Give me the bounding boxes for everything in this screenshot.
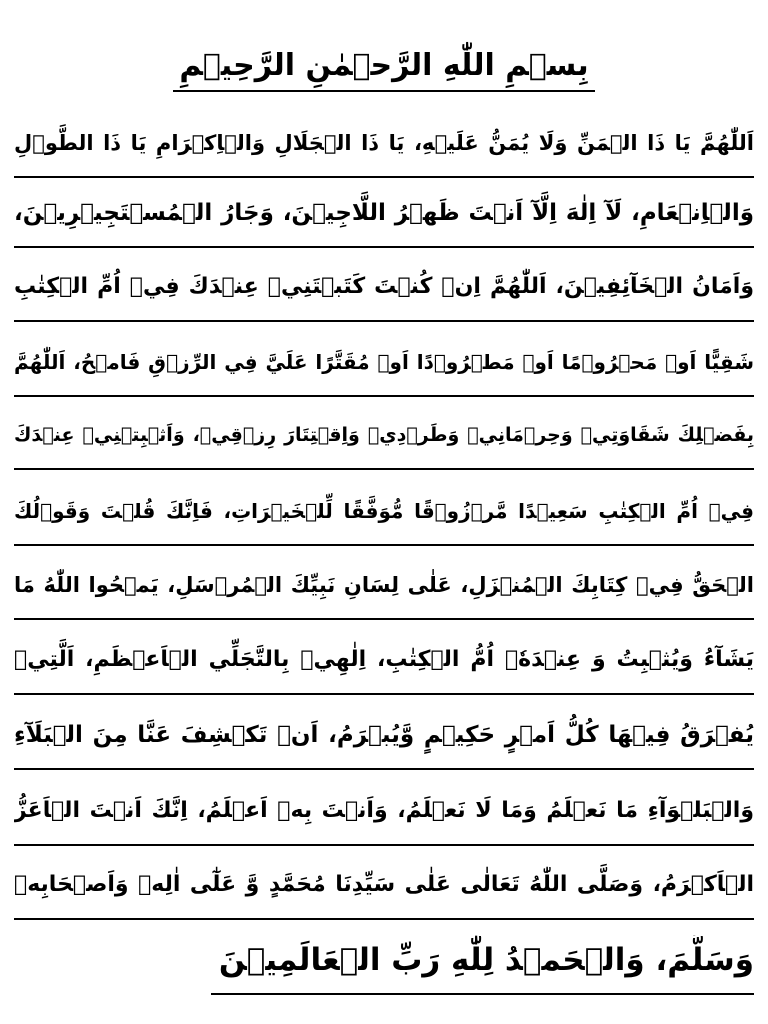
text-line-11: الۡاَكۡرَمُ، وَصَلَّى اللّٰهُ تَعَالٰى عَلٰى سَيِّدِنَا مُحَمَّدٍ وَّ عَلٰٓى اٰلِهٖ وَاَصۡحَابِهٖ bbox=[14, 860, 754, 920]
text-line-1: اَللّٰهُمَّ يَا ذَا الۡمَنِّ وَلَا يُمَنُّ عَلَيۡهِ، يَا ذَا الۡجَلَالِ وَالۡاِكۡرَامِ يَا ذَا الطَّوۡلِ bbox=[14, 118, 754, 178]
text-line-4: شَقِيًّا اَوۡ مَحۡرُوۡمًا اَوۡ مَطۡرُوۡدًا اَوۡ مُقَتَّرًا عَلَيَّ فِي الرِّزۡقِ فَامۡحُ، اَللّٰهُمَّ bbox=[14, 337, 754, 397]
text-line-5: بِفَضۡلِكَ شَقَاوَتِيۡ وَحِرۡمَانِيۡ وَطَرۡدِيۡ وَاِقۡتِتَارَ رِزۡقِيۡ، وَاَثۡبِتۡنِيۡ عِنۡدَكَ bbox=[14, 410, 754, 470]
text-line-8: يَشَآءُ وَيُثۡبِتُ وَ عِنۡدَهٗۤ اُمُّ الۡكِتٰبِ، اِلٰهِيۡ بِالتَّجَلِّي الۡاَعۡظَمِ، اَلَّتِيۡ bbox=[14, 635, 754, 695]
text-line-2: وَالۡاِنۡعَامِ، لَآ اِلٰهَ اِلَّآ اَنۡتَ ظَهۡرُ اللَّاجِيۡنَ، وَجَارُ الۡمُسۡتَجِيۡرِيۡنَ، bbox=[14, 188, 754, 248]
text-line-7: الۡحَقُّ فِيۡ كِتَابِكَ الۡمُنۡزَلِ، عَلٰى لِسَانِ نَبِيِّكَ الۡمُرۡسَلِ، يَمۡحُوا اللّٰهُ مَا bbox=[14, 560, 754, 620]
text-line-10: وَالۡبَلۡوَآءِ مَا نَعۡلَمُ وَمَا لَا نَعۡلَمُ، وَاَنۡتَ بِهٖ اَعۡلَمُ، اِنَّكَ اَنۡتَ الۡاَعَزُّ bbox=[14, 786, 754, 846]
text-line-12: وَسَلَّمَ، وَالۡحَمۡدُ لِلّٰهِ رَبِّ الۡعَالَمِيۡنَ bbox=[211, 935, 754, 995]
page-title-container bbox=[0, 44, 768, 92]
page-title: بِسۡمِ اللّٰهِ الرَّحۡمٰنِ الرَّحِيۡمِ bbox=[173, 44, 594, 92]
text-line-3: وَاَمَانُ الۡخَآئِفِيۡنَ، اَللّٰهُمَّ اِنۡ كُنۡتَ كَتَبۡتَنِيۡ عِنۡدَكَ فِيۡ اُمِّ الۡكِتٰبِ bbox=[14, 262, 754, 322]
text-line-6: فِيۡ اُمِّ الۡكِتٰبِ سَعِيۡدًا مَّرۡزُوۡقًا مُّوَفَّقًا لِّلۡخَيۡرَاتِ، فَاِنَّكَ قُلۡتَ وَقَوۡلُكَ bbox=[14, 486, 754, 546]
text-line-9: يُفۡرَقُ فِيۡهَا كُلُّ اَمۡرٍ حَكِيۡمٍ وَّيُبۡرَمُ، اَنۡ تَكۡشِفَ عَنَّا مِنَ الۡبَلَآءِ bbox=[14, 710, 754, 770]
